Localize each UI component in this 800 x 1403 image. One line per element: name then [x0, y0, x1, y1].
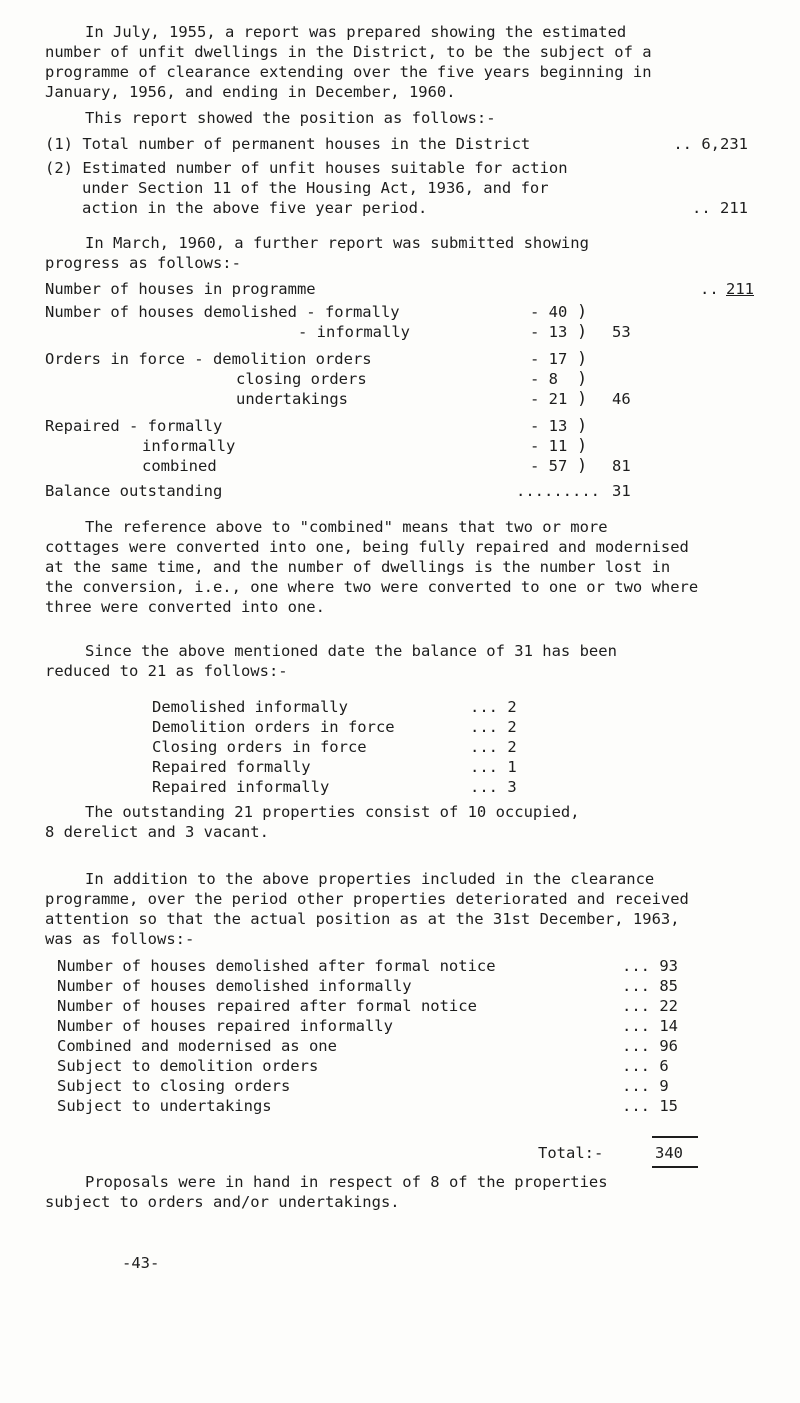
- repaired-formal-value: - 13: [530, 417, 568, 435]
- march-line-2: progress as follows:-: [45, 254, 241, 272]
- since-row-value: ... 1: [470, 758, 517, 776]
- demolished-informal-value: - 13: [530, 323, 568, 341]
- brace-icon: ): [577, 302, 588, 322]
- addition-line-1: In addition to the above properties included in the clearance: [85, 870, 655, 888]
- addition-row-label: Subject to undertakings: [57, 1097, 272, 1115]
- demolished-formal-value: - 40: [530, 303, 568, 321]
- brace-icon: ): [577, 456, 588, 476]
- since-line-1: Since the above mentioned date the balance of 31 has been: [85, 642, 617, 660]
- repaired-informal-label: informally: [142, 437, 236, 455]
- addition-row-label: Number of houses demolished after formal notice: [57, 957, 496, 975]
- since-row-label: Demolished informally: [152, 698, 348, 716]
- balance-dots: .........: [516, 482, 600, 500]
- combined-note-line-1: The reference above to "combined" means that two or more: [85, 518, 608, 536]
- page-number: -43-: [122, 1254, 160, 1272]
- brace-icon: ): [577, 436, 588, 456]
- since-row-label: Repaired informally: [152, 778, 330, 796]
- total-rule-top: [652, 1136, 698, 1138]
- addition-row-value: ... 6: [622, 1057, 669, 1075]
- total-value: 340: [655, 1144, 683, 1162]
- march-line-1: In March, 1960, a further report was submitted showing: [85, 234, 589, 252]
- combined-note-line-2: cottages were converted into one, being fully repaired and modernised: [45, 538, 689, 556]
- since-row-label: Closing orders in force: [152, 738, 367, 756]
- outstanding-line-1: The outstanding 21 properties consist of 10 occupied,: [85, 803, 580, 821]
- intro-line-4: January, 1956, and ending in December, 1960.: [45, 83, 456, 101]
- addition-line-2: programme, over the period other properties deteriorated and received: [45, 890, 689, 908]
- orders-closing-label: closing orders: [236, 370, 367, 388]
- item-2-line-2: under Section 11 of the Housing Act, 1936, and for: [82, 179, 549, 197]
- addition-row-value: ... 14: [622, 1017, 678, 1035]
- addition-row-value: ... 9: [622, 1077, 669, 1095]
- brace-icon: ): [577, 416, 588, 436]
- item-1-value: .. 6,231: [673, 135, 748, 153]
- since-line-2: reduced to 21 as follows:-: [45, 662, 288, 680]
- demolished-label: Number of houses demolished - formally: [45, 303, 400, 321]
- item-2-line-1: (2) Estimated number of unfit houses suitable for action: [45, 159, 568, 177]
- addition-row-value: ... 85: [622, 977, 678, 995]
- repaired-combined-value: - 57: [530, 457, 568, 475]
- programme-value: 211: [726, 280, 754, 298]
- combined-note-line-4: the conversion, i.e., one where two were converted to one or two where: [45, 578, 699, 596]
- programme-dots: ..: [700, 280, 719, 298]
- item-2-value: .. 211: [692, 199, 748, 217]
- orders-label: Orders in force - demolition orders: [45, 350, 372, 368]
- since-row-label: Demolition orders in force: [152, 718, 395, 736]
- brace-icon: ): [577, 322, 588, 342]
- item-1-label: (1) Total number of permanent houses in the District: [45, 135, 531, 153]
- addition-row-label: Number of houses repaired informally: [57, 1017, 393, 1035]
- orders-total: 46: [612, 390, 631, 408]
- addition-row-label: Number of houses demolished informally: [57, 977, 412, 995]
- balance-value: 31: [612, 482, 631, 500]
- intro-line-3: programme of clearance extending over the five years beginning in: [45, 63, 652, 81]
- since-row-value: ... 2: [470, 718, 517, 736]
- since-row-label: Repaired formally: [152, 758, 311, 776]
- addition-row-label: Combined and modernised as one: [57, 1037, 337, 1055]
- addition-line-3: attention so that the actual position as at the 31st December, 1963,: [45, 910, 680, 928]
- addition-row-label: Number of houses repaired after formal notice: [57, 997, 477, 1015]
- demolished-informal-label: - informally: [298, 323, 410, 341]
- addition-row-value: ... 15: [622, 1097, 678, 1115]
- total-rule-bottom: [652, 1166, 698, 1168]
- brace-icon: ): [577, 349, 588, 369]
- orders-undertakings-value: - 21: [530, 390, 568, 408]
- since-row-value: ... 3: [470, 778, 517, 796]
- addition-row-value: ... 22: [622, 997, 678, 1015]
- demolished-total: 53: [612, 323, 631, 341]
- repaired-total: 81: [612, 457, 631, 475]
- since-row-value: ... 2: [470, 738, 517, 756]
- intro-line-1: In July, 1955, a report was prepared showing the estimated: [85, 23, 627, 41]
- addition-row-label: Subject to demolition orders: [57, 1057, 319, 1075]
- item-2-line-3: action in the above five year period.: [82, 199, 428, 217]
- outstanding-line-2: 8 derelict and 3 vacant.: [45, 823, 269, 841]
- intro-line-2: number of unfit dwellings in the District, to be the subject of a: [45, 43, 652, 61]
- repaired-combined-label: combined: [142, 457, 217, 475]
- addition-row-value: ... 93: [622, 957, 678, 975]
- intro-position-heading: This report showed the position as follows:-: [85, 109, 496, 127]
- proposals-line-2: subject to orders and/or undertakings.: [45, 1193, 400, 1211]
- brace-icon: ): [577, 389, 588, 409]
- orders-demolition-value: - 17: [530, 350, 568, 368]
- addition-line-4: was as follows:-: [45, 930, 195, 948]
- addition-row-label: Subject to closing orders: [57, 1077, 291, 1095]
- repaired-label: Repaired - formally: [45, 417, 223, 435]
- proposals-line-1: Proposals were in hand in respect of 8 of the properties: [85, 1173, 608, 1191]
- since-row-value: ... 2: [470, 698, 517, 716]
- programme-label: Number of houses in programme: [45, 280, 316, 298]
- combined-note-line-3: at the same time, and the number of dwellings is the number lost in: [45, 558, 671, 576]
- repaired-informal-value: - 11: [530, 437, 568, 455]
- combined-note-line-5: three were converted into one.: [45, 598, 325, 616]
- orders-closing-value: - 8: [530, 370, 558, 388]
- orders-undertakings-label: undertakings: [236, 390, 348, 408]
- brace-icon: ): [577, 369, 588, 389]
- total-label: Total:-: [538, 1144, 604, 1162]
- addition-row-value: ... 96: [622, 1037, 678, 1055]
- balance-label: Balance outstanding: [45, 482, 223, 500]
